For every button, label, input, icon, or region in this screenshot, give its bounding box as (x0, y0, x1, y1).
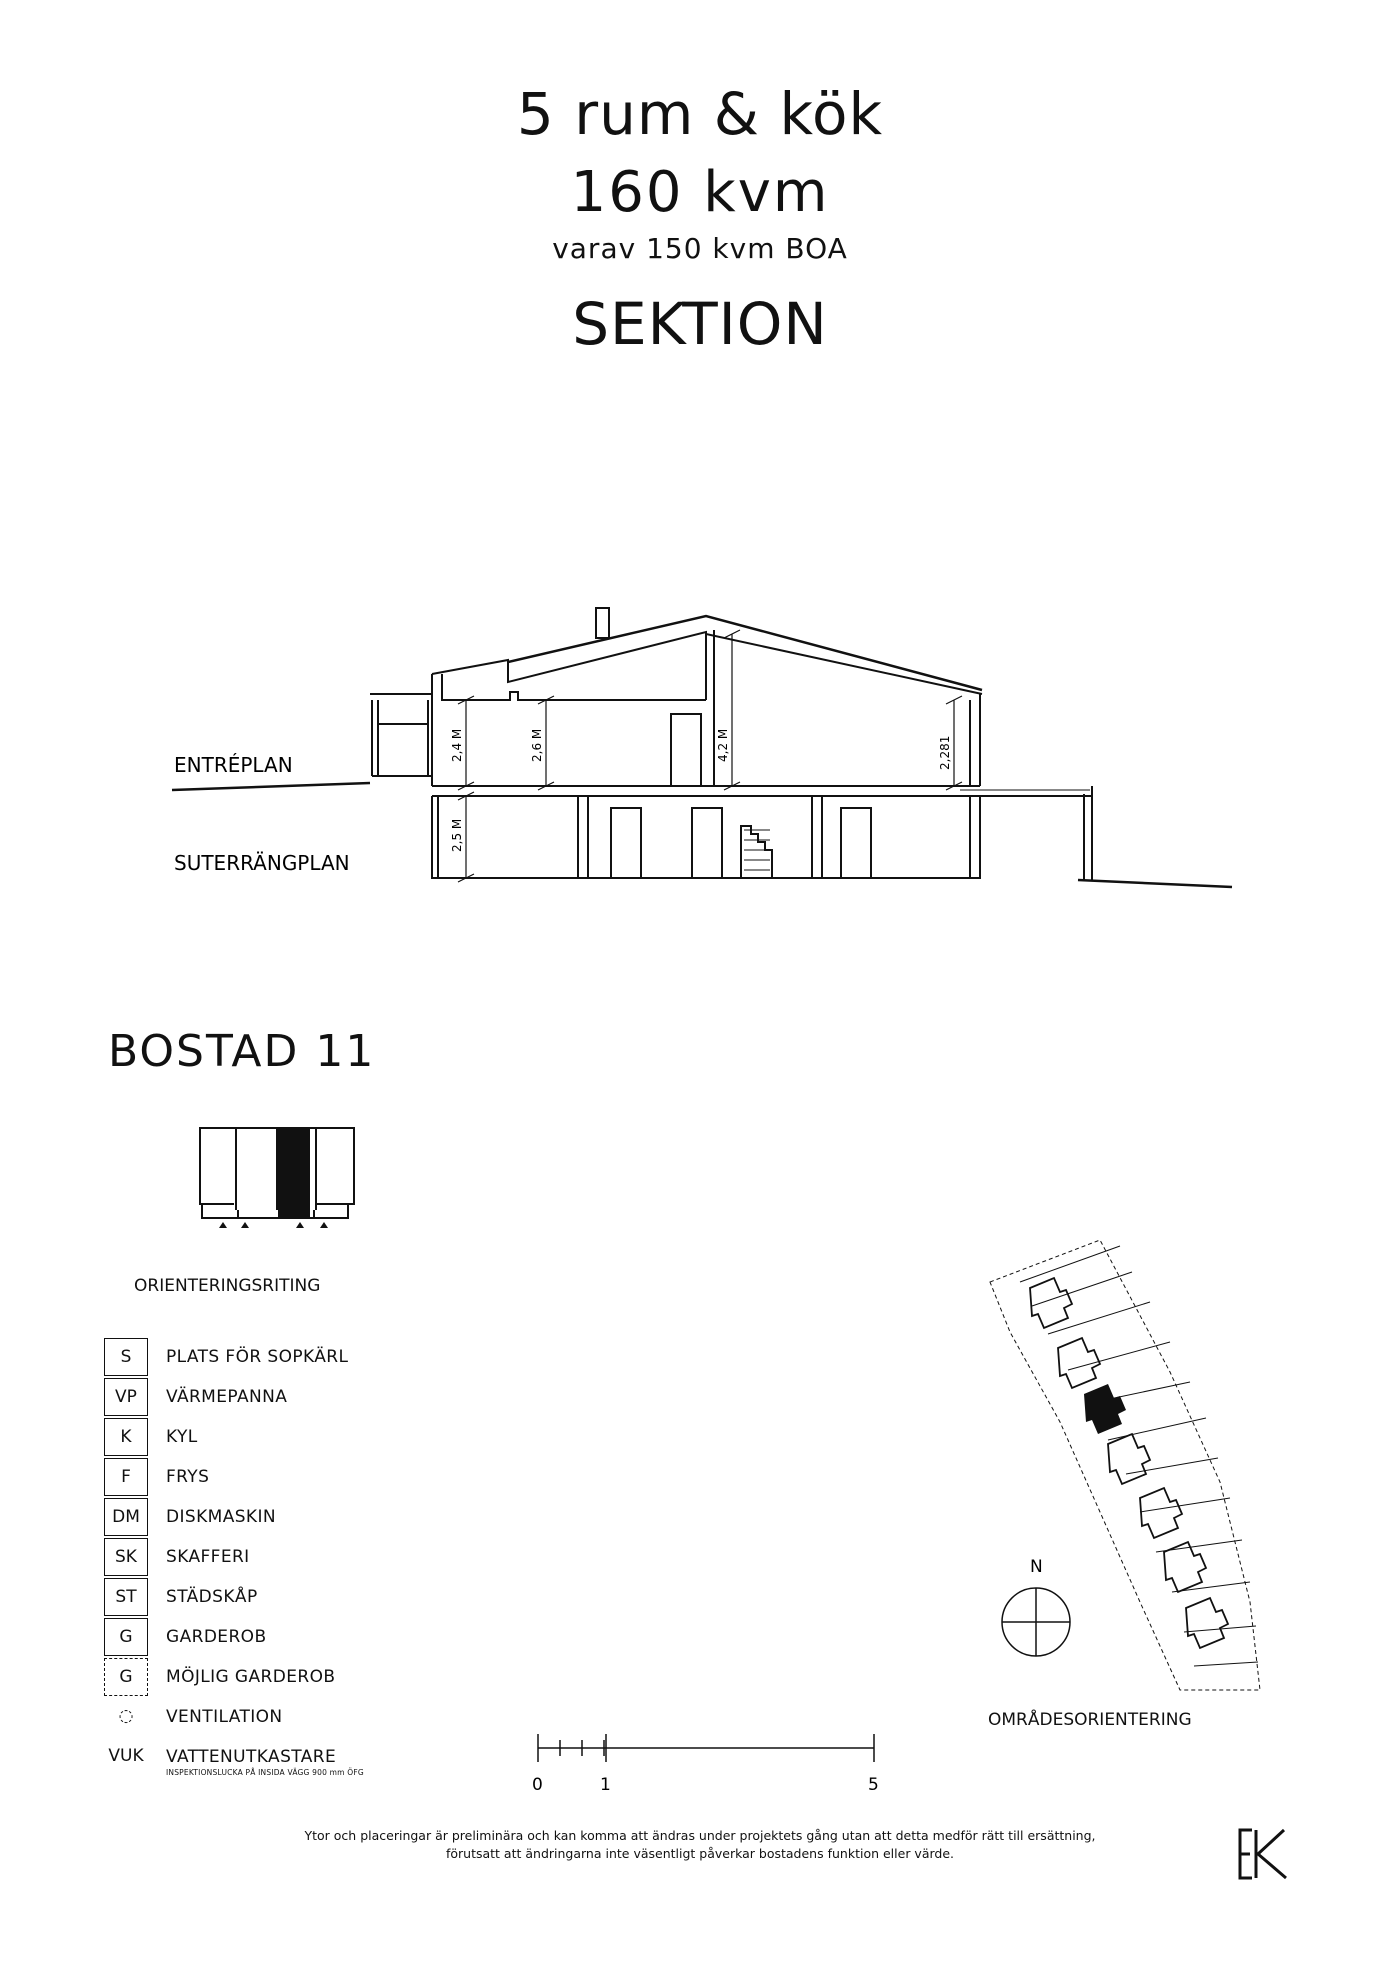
legend-row (104, 1378, 424, 1418)
scale-label-5: 5 (868, 1775, 879, 1795)
dim-label-upper-mid: 2,6 M (530, 728, 544, 762)
scale-bar (520, 1718, 880, 1798)
orientation-label: ORIENTERINGSRITING (134, 1276, 321, 1296)
legend-row (104, 1338, 424, 1378)
level-label-entrance: ENTRÉPLAN (174, 753, 293, 777)
dim-label-upper-high: 4,2 M (716, 728, 730, 762)
legend-code: G (104, 1658, 148, 1696)
area-orientation-label: OMRÅDESORIENTERING (988, 1710, 1192, 1730)
section-heading: SEKTION (572, 290, 828, 358)
legend-code: F (104, 1458, 148, 1496)
legend-row (104, 1738, 424, 1778)
legend-label: VÄRMEPANNA (166, 1387, 288, 1407)
legend-label: SKAFFERI (166, 1547, 250, 1567)
legend-label: PLATS FÖR SOPKÄRL (166, 1347, 349, 1367)
legend-label: GARDEROB (166, 1627, 267, 1647)
legend-label: KYL (166, 1427, 198, 1447)
disclaimer-line-1: Ytor och placeringar är preliminära och kan komma att ändras under projektets gång utan att detta medför rätt till ersättning, (304, 1828, 1096, 1843)
legend-code: DM (104, 1498, 148, 1536)
legend-label: DISKMASKIN (166, 1507, 277, 1527)
dim-label-lower: 2,5 M (450, 818, 464, 852)
legend-row (104, 1498, 424, 1538)
legend-row (104, 1458, 424, 1498)
scale-label-1: 1 (600, 1775, 611, 1795)
legend-row (104, 1698, 424, 1738)
legend-label: STÄDSKÅP (166, 1587, 258, 1607)
legend-code: K (104, 1418, 148, 1456)
legend-row (104, 1658, 424, 1698)
legend-code: G (104, 1618, 148, 1656)
section-drawing (0, 0, 1400, 950)
dim-label-upper-left: 2,4 M (450, 728, 464, 762)
site-plan (980, 1222, 1320, 1702)
legend-note: INSPEKTIONSLUCKA PÅ INSIDA VÄGG 900 mm ÖFG (166, 1768, 364, 1777)
unit-title: BOSTAD 11 (108, 1026, 376, 1077)
legend-row (104, 1618, 424, 1658)
rooms-title: 5 rum & kök (516, 80, 884, 148)
area-title: 160 kvm (570, 160, 830, 225)
legend-code: ST (104, 1578, 148, 1616)
legend-row (104, 1578, 424, 1618)
legend-label: VATTENUTKASTARE (166, 1747, 337, 1767)
disclaimer (0, 1827, 1400, 1863)
disclaimer-line-2: förutsatt att ändringarna inte väsentligt påverkar bostadens funktion eller värde. (445, 1846, 955, 1861)
orientation-drawing (190, 1122, 370, 1242)
legend-code: VUK (108, 1746, 144, 1766)
level-label-basement: SUTERRÄNGPLAN (174, 851, 350, 875)
legend-code: SK (104, 1538, 148, 1576)
legend-code: VP (104, 1378, 148, 1416)
legend-label: MÖJLIG GARDEROB (166, 1667, 336, 1687)
legend-code: S (104, 1338, 148, 1376)
boa-subtitle: varav 150 kvm BOA (552, 232, 848, 265)
scale-label-0: 0 (532, 1775, 543, 1795)
legend-label: FRYS (166, 1467, 210, 1487)
ek-logo (1234, 1824, 1294, 1884)
legend-row (104, 1418, 424, 1458)
dim-label-upper-right: 2,281 (938, 735, 952, 770)
legend-row (104, 1538, 424, 1578)
ventilation-icon: ◌ (118, 1706, 134, 1726)
compass-north-label: N (1030, 1557, 1043, 1577)
legend-label: VENTILATION (166, 1707, 283, 1727)
